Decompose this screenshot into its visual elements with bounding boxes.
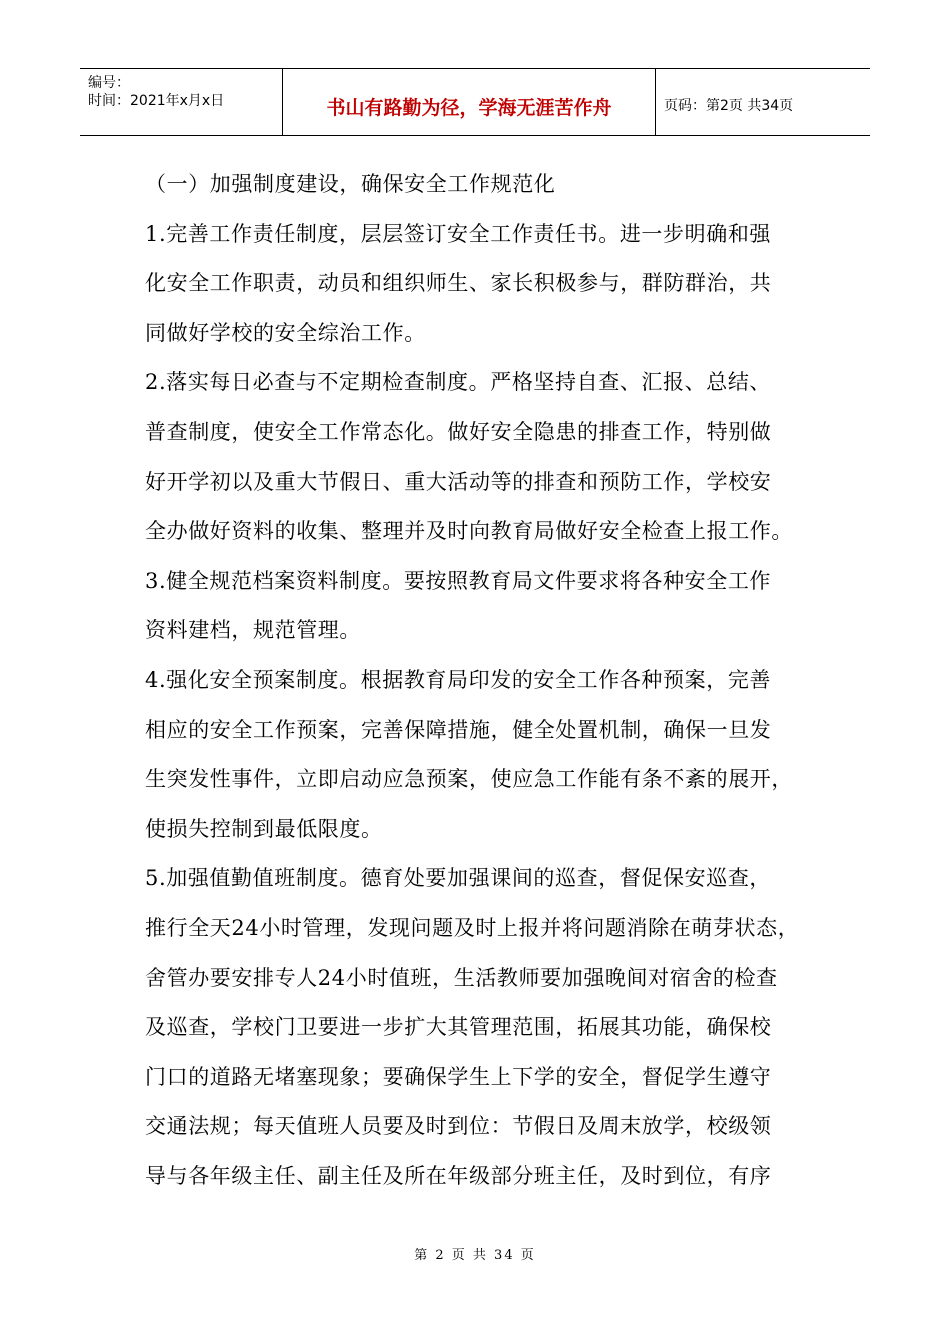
body-line: 全办做好资料的收集、整理并及时向教育局做好安全检查上报工作。 <box>145 519 793 544</box>
motto-text: 书山有路勤为径，学海无涯苦作舟 <box>326 97 612 119</box>
header-page-cell <box>656 69 870 135</box>
body-line: 相应的安全工作预案，完善保障措施，健全处置机制，确保一旦发 <box>145 717 772 742</box>
date-label: 时间：2021年x月x日 <box>88 93 225 109</box>
body-line: 化安全工作职责，动员和组织师生、家长积极参与，群防群治，共 <box>145 271 772 296</box>
document-body <box>145 160 825 1201</box>
body-line: 交通法规；每天值班人员要及时到位：节假日及周末放学，校级领 <box>145 1114 772 1139</box>
header-motto-cell <box>282 69 656 135</box>
section-heading: （一）加强制度建设，确保安全工作规范化 <box>145 172 556 196</box>
body-line: 2.落实每日必查与不定期检查制度。严格坚持自查、汇报、总结、 <box>145 370 772 395</box>
body-line: 生突发性事件，立即启动应急预案，使应急工作能有条不紊的展开， <box>145 767 793 792</box>
document-header <box>80 68 870 136</box>
header-page-info: 页码：第2页 共34页 <box>664 98 794 114</box>
body-line: 舍管办要安排专人24小时值班，生活教师要加强晚间对宿舍的检查 <box>145 965 778 990</box>
body-line: 3.健全规范档案资料制度。要按照教育局文件要求将各种安全工作 <box>145 568 772 593</box>
body-line: 普查制度，使安全工作常态化。做好安全隐患的排查工作，特别做 <box>145 419 772 444</box>
body-line: 好开学初以及重大节假日、重大活动等的排查和预防工作，学校安 <box>145 469 772 494</box>
body-line: 导与各年级主任、副主任及所在年级部分班主任，及时到位，有序 <box>145 1163 772 1188</box>
body-line: 使损失控制到最低限度。 <box>145 816 383 841</box>
body-line: 门口的道路无堵塞现象；要确保学生上下学的安全，督促学生遵守 <box>145 1064 772 1089</box>
header-meta-cell <box>80 69 282 135</box>
body-line: 1.完善工作责任制度，层层签订安全工作责任书。进一步明确和强 <box>145 221 772 246</box>
number-label: 编号： <box>88 75 130 91</box>
body-line: 5.加强值勤值班制度。德育处要加强课间的巡查，督促保安巡查， <box>145 866 772 891</box>
body-line: 及巡查，学校门卫要进一步扩大其管理范围，拓展其功能，确保校 <box>145 1015 772 1040</box>
body-line: 推行全天24小时管理，发现问题及时上报并将问题消除在萌芽状态， <box>145 915 800 940</box>
body-line: 4.强化安全预案制度。根据教育局印发的安全工作各种预案，完善 <box>145 667 772 692</box>
body-line: 资料建档，规范管理。 <box>145 618 361 643</box>
body-line: 同做好学校的安全综治工作。 <box>145 320 426 345</box>
page-footer: 第 2 页 共 34 页 <box>414 1248 536 1263</box>
